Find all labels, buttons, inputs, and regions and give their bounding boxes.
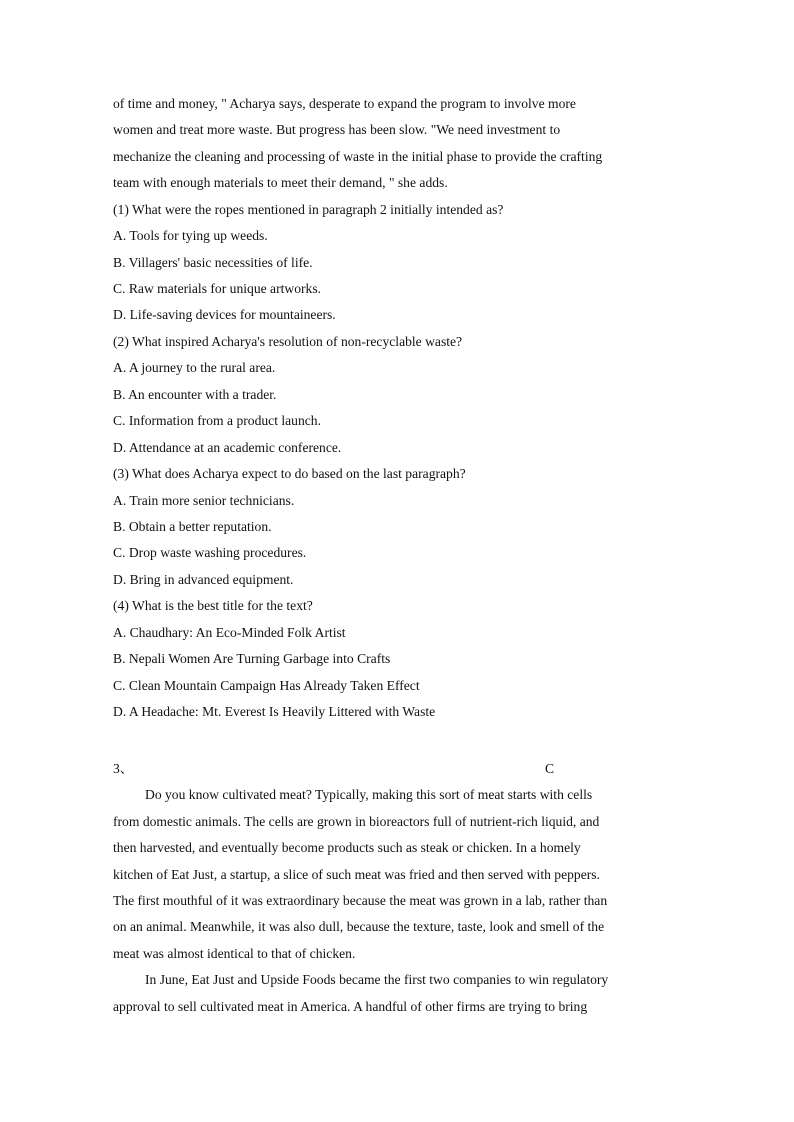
passage-line: from domestic animals. The cells are grown in bioreactors full of nutrient-rich liquid, and <box>113 814 600 829</box>
passage-line: on an animal. Meanwhile, it was also dull, because the texture, taste, look and smell of the <box>113 919 605 934</box>
passage-line: of time and money, " Acharya says, desperate to expand the program to involve more <box>113 96 576 111</box>
answer-option: A. Tools for tying up weeds. <box>113 228 268 243</box>
passage-line: approval to sell cultivated meat in America. A handful of other firms are trying to bring <box>113 999 588 1014</box>
passage-line: kitchen of Eat Just, a startup, a slice of such meat was fried and then served with peppers. <box>113 867 600 882</box>
answer-option: B. Villagers' basic necessities of life. <box>113 255 313 270</box>
question-stem: (3) What does Acharya expect to do based on the last paragraph? <box>113 466 466 481</box>
passage-line: meat was almost identical to that of chicken. <box>113 946 356 961</box>
passage-line: women and treat more waste. But progress has been slow. "We need investment to <box>113 122 561 137</box>
passage-line: mechanize the cleaning and processing of waste in the initial phase to provide the crafting <box>113 149 603 164</box>
answer-option: D. Bring in advanced equipment. <box>113 572 294 587</box>
answer-option: B. Nepali Women Are Turning Garbage into Crafts <box>113 651 391 666</box>
question-stem: (2) What inspired Acharya's resolution of non-recyclable waste? <box>113 334 463 349</box>
answer-option: D. A Headache: Mt. Everest Is Heavily Littered with Waste <box>113 704 436 719</box>
question-stem: (1) What were the ropes mentioned in paragraph 2 initially intended as? <box>113 202 504 217</box>
answer-option: B. An encounter with a trader. <box>113 387 277 402</box>
answer-option: A. Chaudhary: An Eco-Minded Folk Artist <box>113 625 346 640</box>
answer-option: C. Raw materials for unique artworks. <box>113 281 322 296</box>
passage-line: then harvested, and eventually become products such as steak or chicken. In a homely <box>113 840 581 855</box>
section-number: 3、 <box>113 761 134 776</box>
answer-option: C. Information from a product launch. <box>113 413 322 428</box>
passage-line: team with enough materials to meet their demand, " she adds. <box>113 175 448 190</box>
answer-option: A. A journey to the rural area. <box>113 360 276 375</box>
answer-option: D. Attendance at an academic conference. <box>113 440 342 455</box>
answer-option: B. Obtain a better reputation. <box>113 519 272 534</box>
passage-line: The first mouthful of it was extraordinary because the meat was grown in a lab, rather than <box>113 893 608 908</box>
passage-line: In June, Eat Just and Upside Foods became the first two companies to win regulatory <box>145 972 609 987</box>
section-letter: C <box>545 761 555 776</box>
answer-option: C. Drop waste washing procedures. <box>113 545 307 560</box>
question-stem: (4) What is the best title for the text? <box>113 598 313 613</box>
answer-option: C. Clean Mountain Campaign Has Already Taken Effect <box>113 678 420 693</box>
passage-line: Do you know cultivated meat? Typically, making this sort of meat starts with cells <box>145 787 593 802</box>
answer-option: A. Train more senior technicians. <box>113 493 295 508</box>
answer-option: D. Life-saving devices for mountaineers. <box>113 307 336 322</box>
